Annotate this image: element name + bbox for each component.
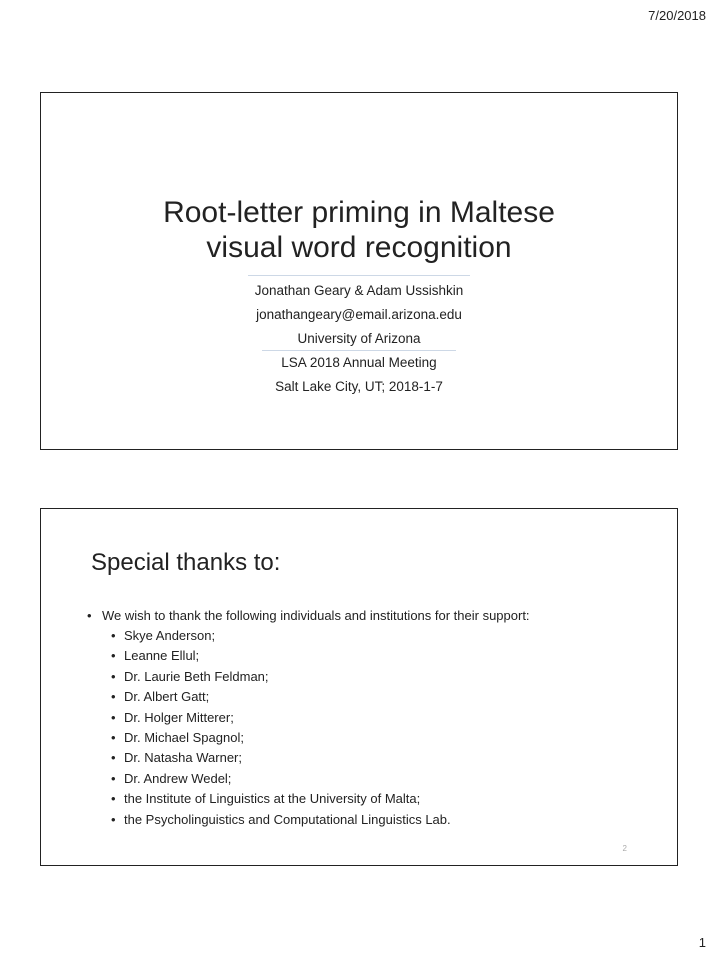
page-number: 1 bbox=[698, 935, 706, 950]
list-item: • the Institute of Linguistics at the University of Malta; bbox=[87, 789, 657, 809]
title-slide bbox=[40, 92, 678, 450]
list-item: • Dr. Holger Mitterer; bbox=[87, 708, 657, 728]
slide-number: 2 bbox=[622, 844, 627, 853]
list-item: • Dr. Natasha Warner; bbox=[87, 748, 657, 768]
title-divider bbox=[248, 275, 470, 276]
list-item: • Dr. Andrew Wedel; bbox=[87, 769, 657, 789]
acknowledgements-intro: • We wish to thank the following individuals and institutions for their support: bbox=[87, 605, 657, 626]
location-date-text: Salt Lake City, UT; 2018-1-7 bbox=[275, 379, 443, 394]
thanks-sub-list bbox=[87, 626, 657, 830]
list-item: • Dr. Albert Gatt; bbox=[87, 687, 657, 707]
acknowledgements-slide bbox=[40, 508, 678, 866]
acknowledgements-list bbox=[87, 605, 657, 830]
list-item: • Dr. Laurie Beth Feldman; bbox=[87, 667, 657, 687]
list-item: • Dr. Michael Spagnol; bbox=[87, 728, 657, 748]
acknowledgements-title: Special thanks to: bbox=[91, 549, 281, 576]
slide-title bbox=[41, 195, 677, 265]
list-item: • Leanne Ellul; bbox=[87, 646, 657, 666]
list-item: • the Psycholinguistics and Computational Linguistics Lab. bbox=[87, 810, 657, 830]
list-item: • Skye Anderson; bbox=[87, 626, 657, 646]
conference-text: LSA 2018 Annual Meeting bbox=[281, 355, 437, 370]
email-text: jonathangeary@email.arizona.edu bbox=[256, 307, 462, 322]
slide-title-line-1: Root-letter priming in Maltese bbox=[163, 196, 555, 229]
authors-text: Jonathan Geary & Adam Ussishkin bbox=[254, 283, 464, 298]
page-date: 7/20/2018 bbox=[648, 8, 706, 23]
affiliation-text: University of Arizona bbox=[297, 331, 421, 346]
affiliation-divider bbox=[262, 350, 456, 351]
slide-title-line-2: visual word recognition bbox=[206, 231, 512, 264]
